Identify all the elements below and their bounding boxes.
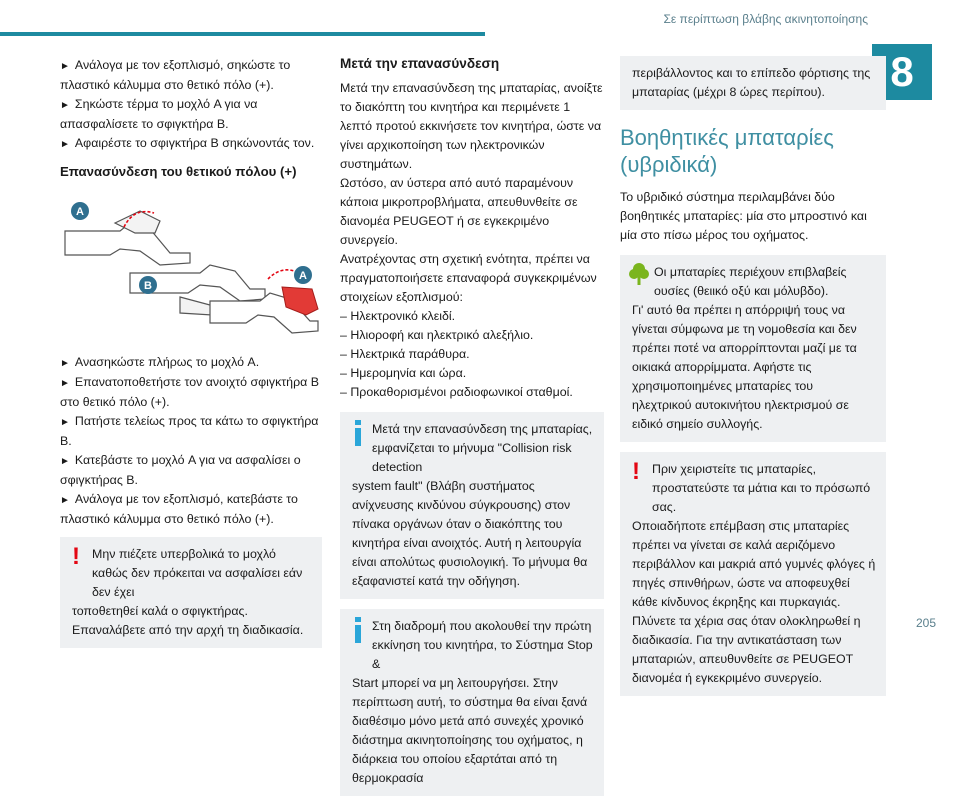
chapter-badge: 8	[872, 44, 932, 100]
tree-icon	[628, 261, 650, 287]
aux-batteries-heading: Βοηθητικές μπαταρίες (υβριδικά)	[620, 125, 834, 177]
column-right	[620, 56, 886, 696]
header-title: Σε περίπτωση βλάβης ακινητοποίησης	[663, 12, 868, 26]
reconnect-step: ► Ανάλογα με τον εξοπλισμό, κατεβάστε το πλαστικό κάλυμμα στο θετικό πόλο (+).	[60, 492, 298, 526]
intro-step: ► Σηκώστε τέρμα το μοχλό A για να απασφαλίσετε το σφιγκτήρα B.	[60, 97, 258, 131]
arrow-icon: ►	[60, 495, 70, 506]
arrow-icon: ►	[60, 358, 70, 369]
warning-box: ! Πριν χειριστείτε τις μπαταρίες, προστατεύστε τα μάτια και το πρόσωπό σας. Οποιαδήποτε επέμβαση στις μπαταρίες πρέπει να γίνεται σε καλά αεριζόμενο περιβάλλον και μακριά από γυμνές φλόγες ή πηγές σπινθήρων, ώστε να αποφευχθεί κάθε κίνδυνος έκρηξης και πυρκαγιάς. Πλύνετε τα χέρια σας όταν ολοκληρωθεί η διαδικασία. Για την αντικατάσταση των μπαταριών, απευθυνθείτε σε PEUGEOT διανομέα ή εγκεκριμένο συνεργείο.	[620, 452, 886, 696]
arrow-icon: ►	[60, 61, 70, 72]
intro-step: ► Αφαιρέστε το σφιγκτήρα B σηκώνοντάς τον.	[60, 136, 315, 150]
reconnect-heading: Επανασύνδεση του θετικού πόλου (+)	[60, 164, 297, 179]
arrow-icon: ►	[60, 378, 70, 389]
warning-box: ! Μην πιέζετε υπερβολικά το μοχλό καθώς δεν πρόκειται να ασφαλίσει εάν δεν έχει τοποθετηθεί καλά ο σφιγκτήρας. Επαναλάβετε από την αρχή τη διαδικασία.	[60, 537, 322, 648]
reconnect-step: ► Πατήστε τελείως προς τα κάτω το σφιγκτήρα B.	[60, 414, 319, 448]
paragraph: Ανατρέχοντας στη σχετική ενότητα, πρέπει να πραγματοποιήσετε επαναφορά συγκεκριμένων στοιχείων εξοπλισμού:	[340, 252, 597, 304]
column-middle	[340, 56, 604, 796]
arrow-icon: ►	[60, 100, 70, 111]
info-icon	[352, 617, 364, 643]
arrow-icon: ►	[60, 456, 70, 467]
continued-info-box: περιβάλλοντος και το επίπεδο φόρτισης της μπαταρίας (μέχρι 8 ώρες περίπου).	[620, 56, 886, 110]
paragraph: Το υβριδικό σύστημα περιλαμβάνει δύο βοηθητικές μπαταρίες: μία στο μπροστινό και μία στο πίσω μέρος του οχήματος.	[620, 190, 867, 242]
battery-clamp-illustration	[60, 193, 322, 343]
top-rule	[0, 32, 485, 36]
arrow-icon: ►	[60, 139, 70, 150]
reconnect-step: ► Επανατοποθετήστε τον ανοιχτό σφιγκτήρα B στο θετικό πόλο (+).	[60, 375, 319, 409]
paragraph: Ωστόσο, αν ύστερα από αυτό παραμένουν κάποια μικροπροβλήματα, απευθυνθείτε σε διανομέα PEUGEOT ή σε εγκεκριμένο συνεργείο.	[340, 176, 578, 247]
arrow-icon: ►	[60, 417, 70, 428]
environment-box: Οι μπαταρίες περιέχουν επιβλαβείς ουσίες (θειικό οξύ και μόλυβδο). Γι' αυτό θα πρέπει η απόρριψή τους να γίνεται σύμφωνα με τη νομοθεσία και δεν πρέπει ποτέ να απορρίπτονται μαζί με τα οικιακά απορρίμματα. Αφήστε τις χρησιμοποιημένες μπαταρίες του ηλεχτρικού αυτοκινήτου ηλεκτρισμού σε ειδικό σημείο συλλογής.	[620, 255, 886, 442]
info-box: Στη διαδρομή που ακολουθεί την πρώτη εκκίνηση του κινητήρα, το Σύστημα Stop & Start μπορεί να μη λειτουργήσει. Στην περίπτωση αυτή, το σύστημα θα είναι ξανά διαθέσιμο μόνο μετά από συνεχές χρονικό διάστημα ακινητοποίησης του οχήματος, η διάρκεια του οποίου εξαρτάται από τη θερμοκρασία	[340, 609, 604, 796]
list-item: – Ηλιοροφή και ηλεκτρικό αλεξήλιο.	[340, 328, 534, 342]
list-item: – Ηλεκτρονικό κλειδί.	[340, 309, 456, 323]
paragraph: Μετά την επανασύνδεση της μπαταρίας, ανοίξτε το διακόπτη του κινητήρα και περιμένετε 1 λεπτό προτού εκκινήσετε τον κινητήρα, ώστε να γίνει αρχικοποίηση των ηλεκτρονικών συστημάτων.	[340, 81, 603, 171]
info-box: Μετά την επανασύνδεση της μπαταρίας, εμφανίζεται το μήνυμα "Collision risk detection system fault" (Βλάβη συστήματος ανίχνευσης κινδύνου σύγκρουσης) στον πίνακα οργάνων όταν ο διακόπτης του κινητήρα είναι ανοιχτός. Αυτή η λειτουργία είναι απολύτως φυσιολογική. Το μήνυμα θα εξαφανιστεί κατά την οδήγηση.	[340, 412, 604, 599]
list-item: – Προκαθορισμένοι ραδιοφωνικοί σταθμοί.	[340, 385, 573, 399]
warning-icon: !	[72, 543, 80, 570]
figure-label: A	[299, 270, 307, 282]
info-icon	[352, 420, 364, 446]
page-number: 205	[915, 616, 936, 630]
reconnect-step: ► Ανασηκώστε πλήρως το μοχλό A.	[60, 355, 260, 369]
after-reconnect-heading: Μετά την επανασύνδεση	[340, 56, 500, 71]
column-left	[60, 56, 322, 648]
list-item: – Ηλεκτρικά παράθυρα.	[340, 347, 470, 361]
list-item: – Ημερομηνία και ώρα.	[340, 366, 467, 380]
intro-step: ► Ανάλογα με τον εξοπλισμό, σηκώστε το πλαστικό κάλυμμα στο θετικό πόλο (+).	[60, 58, 291, 92]
reconnect-step: ► Κατεβάστε το μοχλό A για να ασφαλίσει ο σφιγκτήρας B.	[60, 453, 301, 487]
figure-label: A	[76, 206, 84, 218]
warning-icon: !	[632, 458, 640, 485]
figure-label: B	[144, 280, 152, 292]
